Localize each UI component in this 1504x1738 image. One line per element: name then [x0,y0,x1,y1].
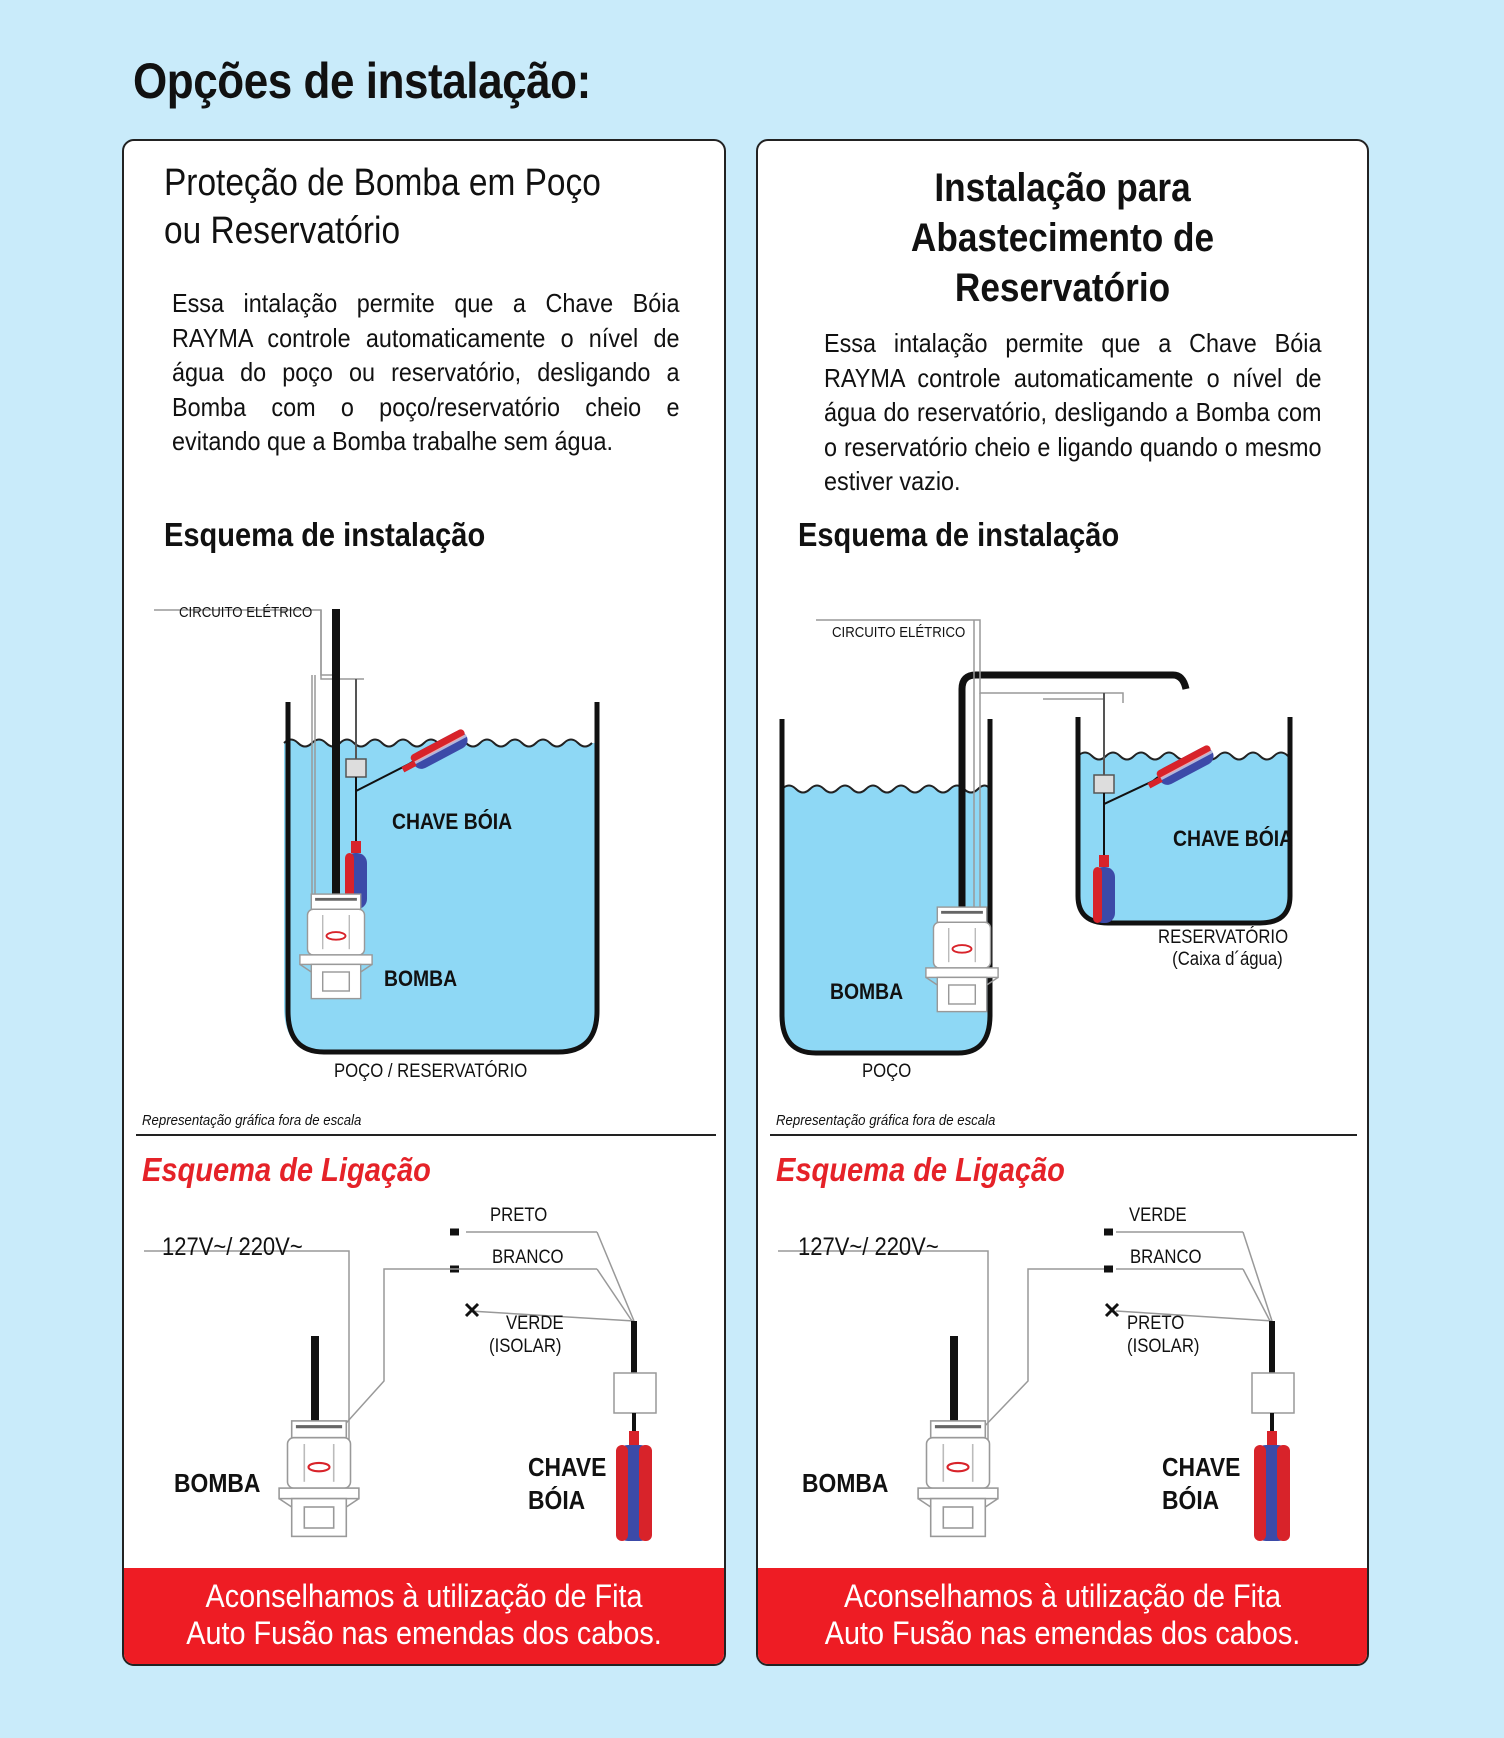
well-label: POÇO / RESERVATÓRIO [334,1061,528,1082]
wire-label-3: VERDE [506,1313,564,1334]
float-switch-label: CHAVE BÓIA [392,809,513,834]
circuit-label: CIRCUITO ELÉTRICO [179,604,313,621]
advice-banner: Aconselhamos à utilização de Fita Auto Fusão nas emendas dos cabos. [758,1568,1367,1664]
wiring-title: Esquema de Ligação [142,1151,431,1188]
reservoir-label: RESERVATÓRIO (Caixa d´água) [1158,927,1289,970]
panel-title: Proteção de Bomba em Poço ou Reservatório [164,162,601,252]
advice-banner: Aconselhamos à utilização de Fita Auto Fusão nas emendas dos cabos. [124,1568,724,1664]
panel-description: Essa intalação permite que a Chave Bóia RAYMA controle automaticamente o nível de água do reservatório, desligando a Bomba com o reservatório cheio e ligando quando o mesmo estiver vazio. [824,328,1322,496]
panel-reservoir-supply [756,139,1369,1666]
scale-note: Representação gráfica fora de escala [142,1112,362,1129]
wire-label-1: PRETO [490,1205,548,1226]
pump-label: BOMBA [384,966,458,991]
float-switch-label: CHAVE BÓIA [1173,826,1294,851]
wiring-pump-label: BOMBA [174,1468,261,1498]
panel-pump-protection [122,139,726,1666]
divider [136,1134,716,1136]
pump-label: BOMBA [830,979,904,1004]
voltage-label: 127V~/ 220V~ [162,1233,303,1261]
wire-label-2: BRANCO [492,1247,564,1268]
wire-label-2: BRANCO [1130,1247,1202,1268]
voltage-label: 127V~/ 220V~ [798,1233,939,1261]
wire-label-3: PRETO [1127,1313,1185,1334]
panel-description: Essa intalação permite que a Chave Bóia RAYMA controle automaticamente o nível de água do poço ou reservatório, desligando a Bomba com o poço/reservatório cheio e evitando que a Bomba trabalhe sem água. [172,288,680,456]
circuit-label: CIRCUITO ELÉTRICO [832,624,966,641]
isolate-x-icon [1106,1304,1118,1316]
schema-title: Esquema de instalação [798,516,1120,553]
wiring-pump-label: BOMBA [802,1468,889,1498]
wiring-float-label: CHAVE BÓIA [1162,1452,1241,1515]
wire-label-3-note: (ISOLAR) [1127,1336,1200,1357]
scale-note: Representação gráfica fora de escala [776,1112,996,1129]
wire-label-3-note: (ISOLAR) [489,1336,562,1357]
schema-title: Esquema de instalação [164,516,486,553]
well-label: POÇO [862,1061,912,1082]
isolate-x-icon [466,1304,478,1316]
wiring-float-label: CHAVE BÓIA [528,1452,607,1515]
panel-title: Instalação para Abastecimento de Reservatório [910,166,1215,310]
wiring-title: Esquema de Ligação [776,1151,1065,1188]
wire-label-1: VERDE [1129,1205,1187,1226]
page-title: Opções de instalação: [133,53,591,109]
divider [770,1134,1357,1136]
